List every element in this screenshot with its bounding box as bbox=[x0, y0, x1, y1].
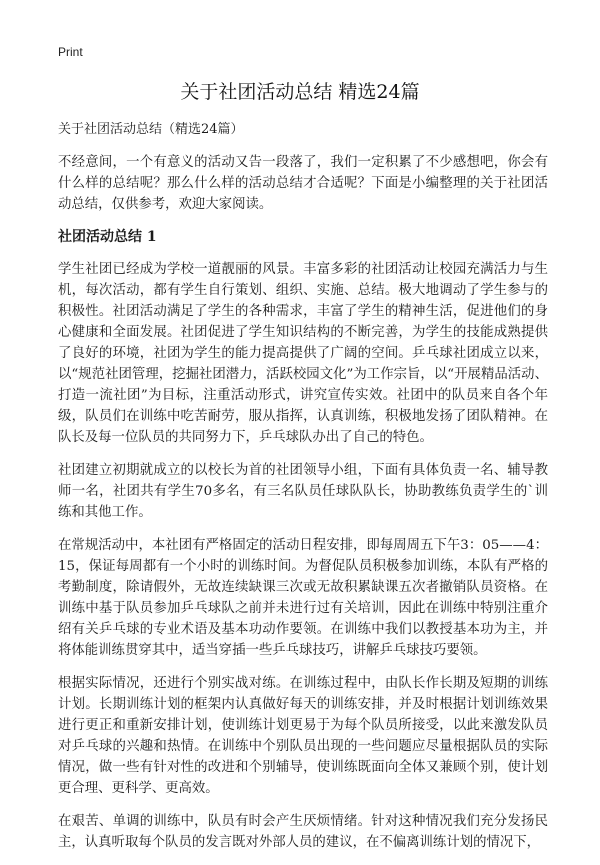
intro-paragraph: 不经意间，一个有意义的活动又告一段落了，我们一定积累了不少感想吧，你会有什么样的总结呢？那么什么样的活动总结才合适呢？下面是小编整理的关于社团活动总结，仅供参考，欢迎大家阅读。 bbox=[58, 155, 548, 212]
document-body bbox=[58, 120, 548, 865]
section-paragraph-2: 社团建立初期就成立的以校长为首的社团领导小组，下面有具体负责一名、辅导教师一名，社团共有学生70多名，有三名队员任球队队长，协助教练负责学生的`训练和其他工作。 bbox=[58, 463, 548, 520]
document-title: 关于社团活动总结 精选24篇 bbox=[180, 81, 420, 103]
print-label: Print bbox=[58, 45, 83, 59]
document-subtitle: 关于社团活动总结（精选24篇） bbox=[58, 122, 244, 137]
section-paragraph-4: 根据实际情况，还进行个别实战对练。在训练过程中，由队长作长期及短期的训练计划。长期训练计划的框架内认真做好每天的训练安排，并及时根据计划训练效果进行更正和重新安排计划，使训练计划更易于为每个队员所接受，以此来激发队员对乒乓球的兴趣和热情。在训练中个别队员出现的一些问题应尽量根据队员的实际情况，做一些有针对性的改进和个别辅导，使训练既面向全体又兼顾个别，使计划更合理、更科学、更高效。 bbox=[58, 676, 548, 796]
section-paragraph-1: 学生社团已经成为学校一道靓丽的风景。丰富多彩的社团活动让校园充满活力与生机，每次活动，都有学生自行策划、组织、实施、总结。极大地调动了学生参与的积极性。社团活动满足了学生的各种需求，丰富了学生的精神生活，促进他们的身心健康和全面发展。社团促进了学生知识结构的不断完善，为学生的技能成熟提供了良好的环境，社团为学生的能力提高提供了广阔的空间。乒乓球社团成立以来，以“规范社团管理，挖掘社团潜力，活跃校园文化”为工作宗旨，以“开展精品活动、打造一流社团”为目标，注重活动形式，讲究宣传实效。社团中的队员来自各个年级，队员们在训练中吃苦耐劳，服从指挥，认真训练，积极地发扬了团队精神。在队长及每一位队员的共同努力下，乒乓球队办出了自己的特色。 bbox=[58, 262, 548, 445]
section-paragraph-3: 在常规活动中，本社团有严格固定的活动日程安排，即每周周五下午3：05——4：15，保证每周都有一个小时的训练时间。为督促队员积极参加训练，本队有严格的考勤制度，除请假外，无故连续缺课三次或无故积累缺课五次者撤销队员资格。在训练中基于队员参加乒乓球队之前并未进行过有关培训，因此在训练中特别注重介绍有关乒乓球的专业术语及基本功动作要领。在训练中我们以教授基本功为主，并将体能训练贯穿其中，适当穿插一些乒乓球技巧，讲解乒乓球技巧要领。 bbox=[58, 538, 548, 658]
section-heading-1: 社团活动总结 1 bbox=[58, 229, 157, 245]
section-paragraph-5: 在艰苦、单调的训练中，队员有时会产生厌烦情绪。针对这种情况我们充分发扬民主，认真听取每个队员的发言既对外部人员的建议，在不偏离训练计划的情况下， bbox=[58, 814, 548, 850]
